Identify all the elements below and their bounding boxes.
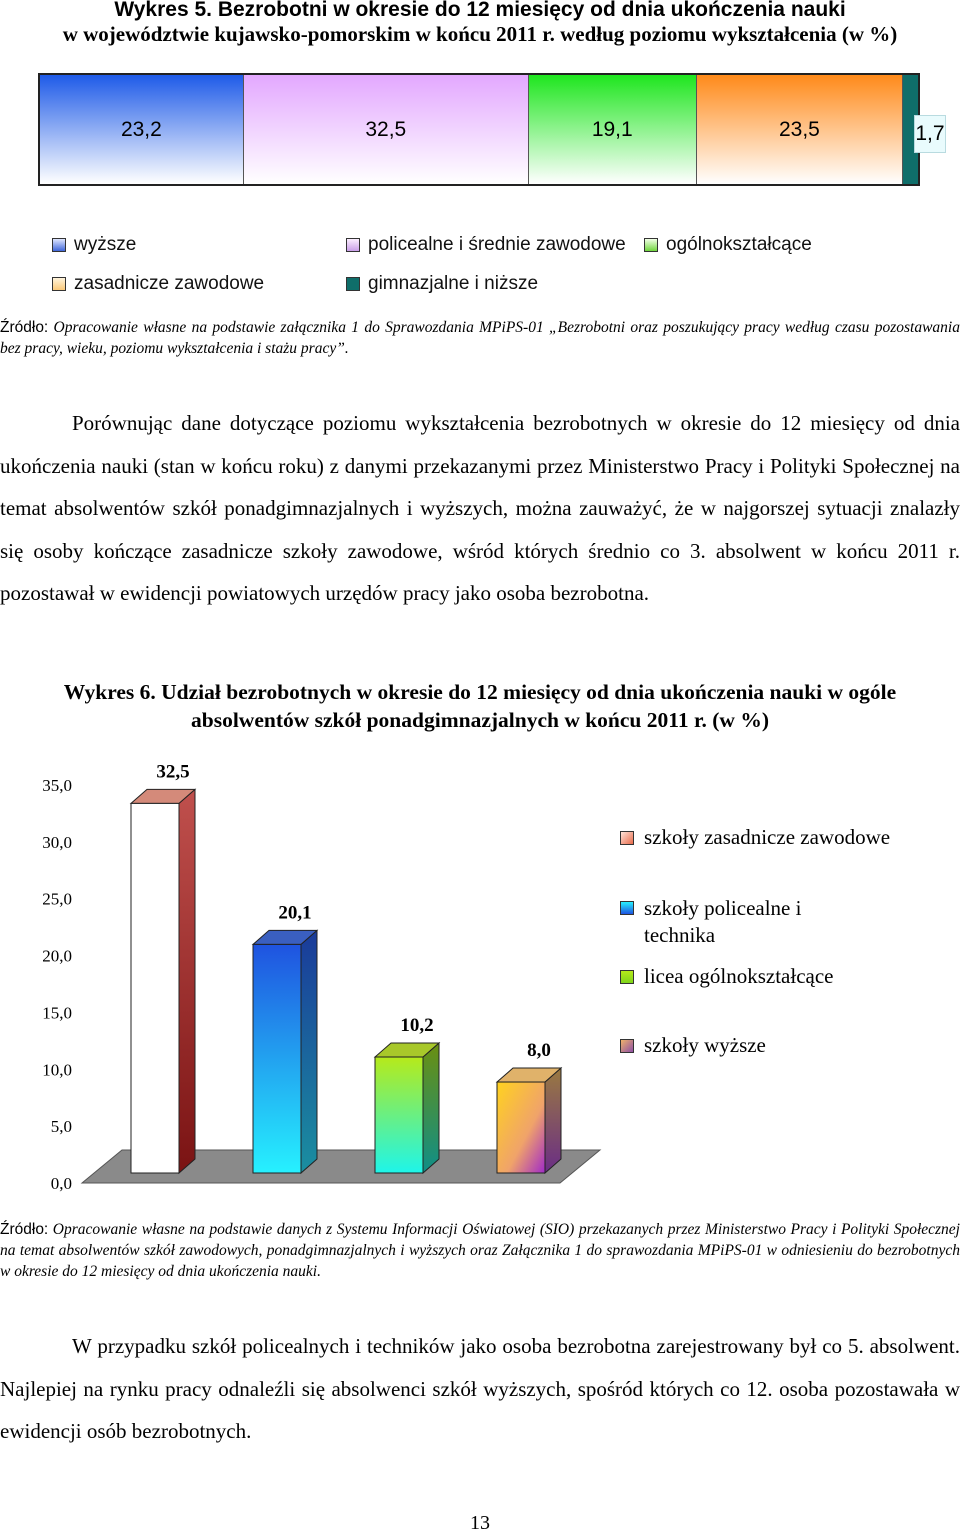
stack-value-label: 32,5: [365, 117, 407, 141]
legend-label: ogólnokształcące: [666, 234, 812, 255]
source-text: Opracowanie własne na podstawie załącznika 1 do Sprawozdania MPiPS-01 „Bezrobotni oraz poszukujący pracy według czasu pozostawania bez pracy, wieku, poziomu wykształcenia i stażu pracy”.: [0, 319, 960, 357]
legend2-label: szkoły zasadnicze zawodowe: [644, 825, 891, 849]
legend2-swatch: [620, 901, 634, 915]
bar-side: [545, 1068, 561, 1173]
legend-label: gimnazjalne i niższe: [368, 273, 539, 294]
legend-item-gimnazjalne: [346, 273, 538, 295]
paragraph-2-text: W przypadku szkół policealnych i techników jako osoba bezrobotna zarejestrowany był co 5. absolwent. Najlepiej na rynku pracy odnaleźli się absolwenci szkół wyższych, spośród których co 12. osoba pozostawała w ewidencji osób bezrobotnych.: [0, 1334, 960, 1443]
legend2-item-wyzsze: [620, 1033, 766, 1058]
stack-value-label: 23,2: [120, 117, 162, 141]
stack-segment: [529, 75, 697, 184]
bar: [131, 789, 195, 1173]
bar: [497, 1068, 561, 1173]
legend-item-zasadnicze: [52, 273, 264, 295]
page-number: 13: [470, 1512, 490, 1534]
bar-value-label: 20,1: [278, 902, 312, 924]
bar-front: [131, 803, 179, 1173]
y-tick-label: 20,0: [42, 946, 72, 966]
legend-label: policealne i średnie zawodowe: [368, 234, 626, 255]
chart1-source: [0, 317, 960, 359]
y-tick-label: 0,0: [50, 1174, 72, 1193]
y-tick-label: 15,0: [42, 1003, 72, 1023]
paragraph-1-text: Porównując dane dotyczące poziomu wykształcenia bezrobotnych w okresie do 12 miesięcy od dnia ukończenia nauki (stan w końcu roku) z danymi przekazanymi przez Ministerstwo Pracy i Polityki Społecznej na temat absolwentów szkół ponadgimnazjalnych i wyższych, można zauważyć, że w najgorszej sytuacji znalazły się osoby kończące zasadnicze szkoły zawodowe, wśród których średnio co 3. absolwent w końcu 2011 r. pozostawał w ewidencji powiatowych urzędów pracy jako osoba bezrobotna.: [0, 411, 960, 605]
legend-swatch: [346, 238, 360, 252]
legend2-label: szkoły wyższe: [644, 1033, 766, 1057]
chart2-title-line2: absolwentów szkół ponadgimnazjalnych w końcu 2011 r. (w %): [191, 708, 769, 732]
chart2-source: [0, 1219, 960, 1282]
legend2-item-policealne: [620, 895, 850, 949]
source-text: Opracowanie własne na podstawie danych z Systemu Informacji Oświatowej (SIO) przekazanych przez Ministerstwo Pracy i Polityki Społecznej na temat absolwentów szkół zawodowych, ponadgimnazjalnych i wyższych oraz Załącznika 1 do sprawozdania MPiPS-01 w odniesieniu do bezrobotnych w okresie do 12 miesięcy od dnia ukończenia nauki.: [0, 1221, 960, 1280]
paragraph-2: [0, 1325, 960, 1453]
bar-front: [497, 1082, 545, 1173]
stack-segment: [244, 75, 529, 184]
y-tick-label: 5,0: [50, 1117, 72, 1137]
legend2-item-licea: [620, 964, 833, 989]
legend-label: zasadnicze zawodowe: [74, 273, 265, 294]
bar-front: [375, 1057, 423, 1173]
legend2-swatch: [620, 831, 634, 845]
legend2-item-zasadnicze: [620, 825, 890, 850]
legend-item-policealne: [346, 234, 626, 256]
bar: [375, 1043, 439, 1173]
source-lead: Źródło:: [0, 319, 49, 336]
stacked-bar-chart: [38, 73, 945, 186]
legend-label: wyższe: [74, 234, 137, 255]
y-tick-label: 25,0: [42, 889, 72, 909]
legend-swatch: [346, 277, 360, 291]
legend-item-wyzsze: [52, 234, 136, 256]
bar-side: [179, 789, 195, 1173]
bar-value-label: 32,5: [156, 761, 190, 783]
chart1-title-line2: w województwie kujawsko-pomorskim w końcu 2011 r. według poziomu wykształcenia (w %): [62, 22, 898, 46]
chart1-title-line1: Wykres 5. Bezrobotni w okresie do 12 miesięcy od dnia ukończenia nauki: [114, 0, 846, 21]
y-tick-label: 30,0: [42, 832, 72, 852]
stack-value-label: 23,5: [778, 117, 820, 141]
legend-item-ogolnoksztalcace: [644, 234, 812, 256]
legend-swatch: [644, 238, 658, 252]
legend-swatch: [52, 238, 66, 252]
stack-segment: [903, 75, 945, 184]
paragraph-1: [0, 402, 960, 615]
stack-segment: [40, 75, 244, 184]
stack-segment: [697, 75, 903, 184]
stack-value-label: 19,1: [591, 117, 633, 141]
chart2-title-line1: Wykres 6. Udział bezrobotnych w okresie do 12 miesięcy od dnia ukończenia nauki w ogóle: [63, 680, 897, 704]
chart1-title: [0, 0, 960, 47]
bar-side: [423, 1043, 439, 1173]
legend2-label: licea ogólnokształcące: [644, 964, 834, 988]
source-lead: Źródło:: [0, 1221, 49, 1238]
y-tick-label: 35,0: [42, 776, 72, 795]
legend2-label: szkoły policealne i technika: [644, 896, 802, 947]
legend2-swatch: [620, 970, 634, 984]
stack-value-label: 1,7: [914, 115, 946, 153]
bar: [253, 930, 317, 1173]
bar-value-label: 8,0: [527, 1040, 551, 1062]
legend2-swatch: [620, 1039, 634, 1053]
y-tick-label: 10,0: [42, 1060, 72, 1080]
bar-front: [253, 944, 301, 1173]
bar-side: [301, 930, 317, 1173]
chart2-title: [0, 678, 960, 734]
legend-swatch: [52, 277, 66, 291]
bar-value-label: 10,2: [400, 1015, 434, 1037]
